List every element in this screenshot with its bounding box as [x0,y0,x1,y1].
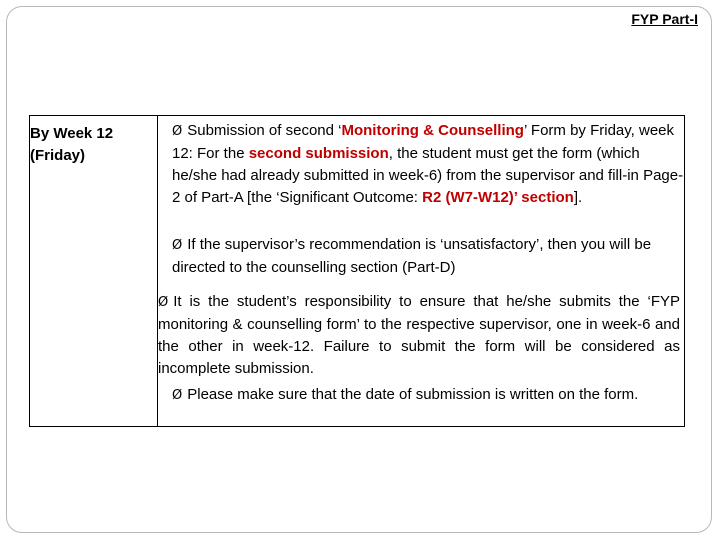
deadline-week: By Week 12 [30,125,114,142]
arrow-bullet-icon: Ø [172,238,183,253]
arrow-bullet-icon: Ø [172,124,183,139]
schedule-table [29,115,685,427]
section-highlight: R2 (W7-W12)’ section [422,189,574,206]
deadline-cell [30,123,150,167]
deadline-day: (Friday) [30,147,86,164]
form-name-highlight: Monitoring & Counselling [341,122,524,139]
page-title: FYP Part-I [631,11,698,27]
bullet1-text-c: , the student must get the form (which he/she had already submitted in week-6) from the supervisor and fill-in Page-2 of Part-A [the ‘Significant Outcome: [172,145,684,206]
bullet-responsibility [158,291,680,380]
bullet2-text: If the supervisor’s recommendation is ‘unsatisfactory’, then you will be directed to the counselling section (Part-D) [172,236,652,276]
bullet4-text: Please make sure that the date of submission is written on the form. [187,386,639,403]
bullet-submission [172,120,687,209]
second-submission-highlight: second submission [248,145,389,162]
bullet-recommendation [172,234,687,279]
arrow-bullet-icon: Ø [158,295,169,310]
bullet1-text-a: Submission of second ‘ [187,122,342,139]
bullet3-text: It is the student’s responsibility to ensure that he/she submits the ‘FYP monitoring & counselling form’ to the respective supervisor, one in week-6 and the other in week-12. Failure to submit the form will be considered as incomplete submission. [158,293,680,377]
bullet1-text-b: ’ Form by Friday, week 12: For the [172,122,674,162]
bullet1-text-d: ]. [573,189,583,206]
bullet-date-note [172,384,687,407]
arrow-bullet-icon: Ø [172,388,183,403]
